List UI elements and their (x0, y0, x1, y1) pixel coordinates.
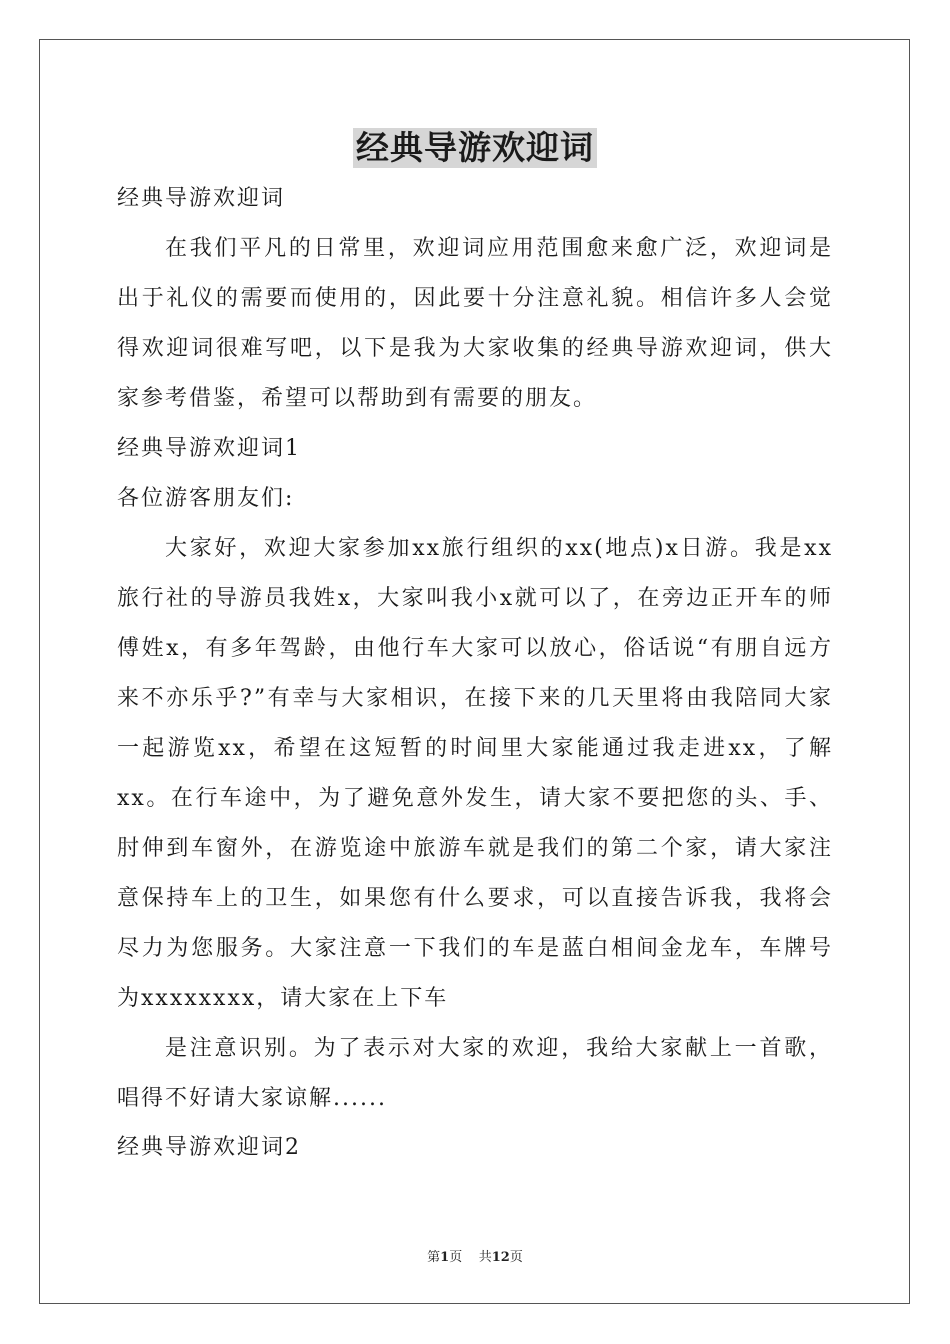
page-prefix: 第 (427, 1250, 441, 1265)
body-paragraph-2: 是注意识别。为了表示对大家的欢迎，我给大家献上一首歌，唱得不好请大家谅解...... (117, 1036, 833, 1111)
section-heading-2: 经典导游欢迎词2 (117, 1135, 301, 1160)
section-heading-1: 经典导游欢迎词1 (117, 436, 301, 461)
page-suffix: 页 (449, 1250, 463, 1265)
body-paragraph-1: 大家好，欢迎大家参加xx旅行组织的xx(地点)x日游。我是xx旅行社的导游员我姓x，大家叫我小x就可以了，在旁边正开车的师傅姓x，有多年驾龄，由他行车大家可以放心，俗话说“有朋自远方来不亦乐乎?”有幸与大家相识，在接下来的几天里将由我陪同大家一起游览xx，希望在这短暂的时间里大家能通过我走进xx，了解xx。在行车途中，为了避免意外发生，请大家不要把您的头、手、肘伸到车窗外，在游览途中旅游车就是我们的第二个家，请大家注意保持车上的卫生，如果您有什么要求，可以直接告诉我，我将会尽力为您服务。大家注意一下我们的车是蓝白相间金龙车，车牌号为xxxxxxxx，请大家在上下车 (117, 536, 833, 1011)
total-suffix: 页 (509, 1250, 523, 1265)
document-title: 经典导游欢迎词 (353, 128, 597, 168)
total-prefix: 共 (478, 1250, 492, 1265)
greeting: 各位游客朋友们: (117, 486, 295, 511)
title-container (0, 128, 950, 168)
total-pages: 12 (491, 1250, 510, 1265)
page-footer (0, 1249, 950, 1267)
page-number: 1 (440, 1250, 450, 1265)
intro-paragraph: 在我们平凡的日常里，欢迎词应用范围愈来愈广泛，欢迎词是出于礼仪的需要而使用的，因此要十分注意礼貌。相信许多人会觉得欢迎词很难写吧，以下是我为大家收集的经典导游欢迎词，供大家参考借鉴，希望可以帮助到有需要的朋友。 (117, 236, 833, 411)
subtitle: 经典导游欢迎词 (117, 186, 286, 211)
